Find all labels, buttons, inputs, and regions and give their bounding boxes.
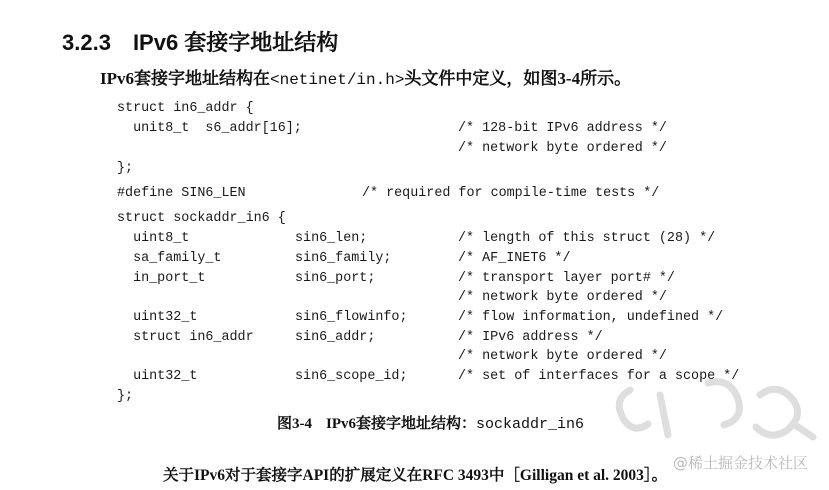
code-comment: /* 128-bit IPv6 address */ (458, 121, 667, 136)
code-line-col1: struct sockaddr_in6 { (117, 211, 286, 226)
code-comment: /* set of interfaces for a scope */ (458, 369, 740, 384)
intro-text-before: IPv6套接字地址结构在 (100, 69, 270, 88)
code-comment: /* network byte ordered */ (458, 349, 667, 364)
figure-caption (277, 412, 584, 433)
code-comment: /* network byte ordered */ (458, 290, 667, 305)
code-line-col1: }; (117, 389, 134, 404)
code-field: sin6_flowinfo; (295, 310, 408, 325)
code-comment: /* transport layer port# */ (458, 271, 675, 286)
watermark-text: @稀土掘金技术社区 (673, 454, 809, 472)
code-line-col1: in_port_t (117, 271, 206, 286)
figure-title-code: sockaddr_in6 (476, 416, 585, 433)
code-comment: /* network byte ordered */ (458, 141, 667, 156)
code-line-col1: sa_family_t (117, 251, 222, 266)
code-line-col1: uint8_t (117, 231, 190, 246)
code-field: sin6_len; (295, 231, 368, 246)
code-comment: /* AF_INET6 */ (458, 251, 571, 266)
code-comment: /* length of this struct (28) */ (458, 231, 716, 246)
code-comment: /* IPv6 address */ (458, 330, 603, 345)
code-field: sin6_family; (295, 251, 392, 266)
figure-title: IPv6套接字地址结构： (326, 416, 477, 432)
code-line-col1: }; (117, 161, 134, 176)
footer-paragraph: 关于IPv6对于套接字API的扩展定义在RFC 3493中［Gilligan et al. 2003］。 (163, 467, 668, 484)
code-line-col1: struct in6_addr (117, 330, 254, 345)
section-title: IPv6 套接字地址结构 (132, 30, 339, 55)
figure-number: 图3-4 (277, 416, 312, 432)
code-line-col1: uint32_t (117, 369, 198, 384)
watermark-logo-icon (590, 365, 825, 460)
code-line-col1: #define SIN6_LEN (117, 186, 246, 201)
code-comment: /* required for compile-time tests */ (362, 186, 660, 201)
intro-header-file: <netinet/in.h> (270, 71, 405, 89)
code-line-col1: struct in6_addr { (117, 101, 254, 116)
section-number: 3.2.3 (62, 30, 111, 55)
code-line-col1: uint32_t (117, 310, 198, 325)
code-comment: /* flow information, undefined */ (458, 310, 724, 325)
code-field: sin6_scope_id; (295, 369, 408, 384)
intro-text-after: 头文件中定义，如图3-4所示。 (404, 69, 632, 88)
code-field: sin6_port; (295, 271, 376, 286)
code-field: sin6_addr; (295, 330, 376, 345)
code-line-col1: unit8_t s6_addr[16]; (117, 121, 302, 136)
